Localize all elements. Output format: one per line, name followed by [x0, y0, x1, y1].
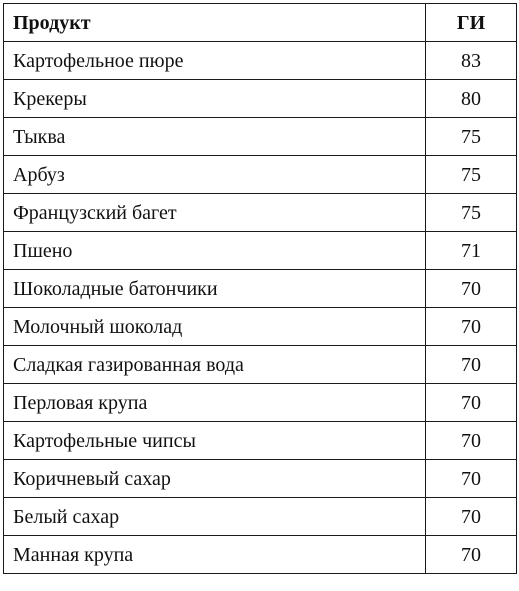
table-row: [4, 194, 517, 232]
gi-cell: 71: [426, 232, 517, 270]
table-row: [4, 498, 517, 536]
product-cell: Манная крупа: [4, 536, 426, 574]
gi-cell: 75: [426, 194, 517, 232]
header-gi: ГИ: [426, 4, 517, 42]
gi-cell: 75: [426, 156, 517, 194]
table-row: [4, 270, 517, 308]
table-row: [4, 422, 517, 460]
table-row: [4, 232, 517, 270]
table-row: [4, 460, 517, 498]
gi-cell: 70: [426, 460, 517, 498]
gi-cell: 70: [426, 384, 517, 422]
gi-cell: 70: [426, 422, 517, 460]
table-row: [4, 308, 517, 346]
gi-cell: 70: [426, 498, 517, 536]
product-cell: Шоколадные батончики: [4, 270, 426, 308]
table-header-row: [4, 4, 517, 42]
product-cell: Сладкая газированная вода: [4, 346, 426, 384]
product-cell: Французский багет: [4, 194, 426, 232]
gi-cell: 80: [426, 80, 517, 118]
product-cell: Белый сахар: [4, 498, 426, 536]
gi-cell: 70: [426, 536, 517, 574]
table-row: [4, 118, 517, 156]
table-row: [4, 346, 517, 384]
table-row: [4, 156, 517, 194]
product-cell: Крекеры: [4, 80, 426, 118]
product-cell: Картофельные чипсы: [4, 422, 426, 460]
product-cell: Пшено: [4, 232, 426, 270]
table-row: [4, 80, 517, 118]
header-product: Продукт: [4, 4, 426, 42]
gi-cell: 70: [426, 270, 517, 308]
gi-cell: 75: [426, 118, 517, 156]
table-row: [4, 536, 517, 574]
product-cell: Молочный шоколад: [4, 308, 426, 346]
glycemic-index-table: [3, 3, 517, 574]
gi-cell: 70: [426, 346, 517, 384]
gi-cell: 83: [426, 42, 517, 80]
gi-cell: 70: [426, 308, 517, 346]
product-cell: Тыква: [4, 118, 426, 156]
table-row: [4, 42, 517, 80]
product-cell: Коричневый сахар: [4, 460, 426, 498]
product-cell: Арбуз: [4, 156, 426, 194]
table-row: [4, 384, 517, 422]
product-cell: Картофельное пюре: [4, 42, 426, 80]
product-cell: Перловая крупа: [4, 384, 426, 422]
